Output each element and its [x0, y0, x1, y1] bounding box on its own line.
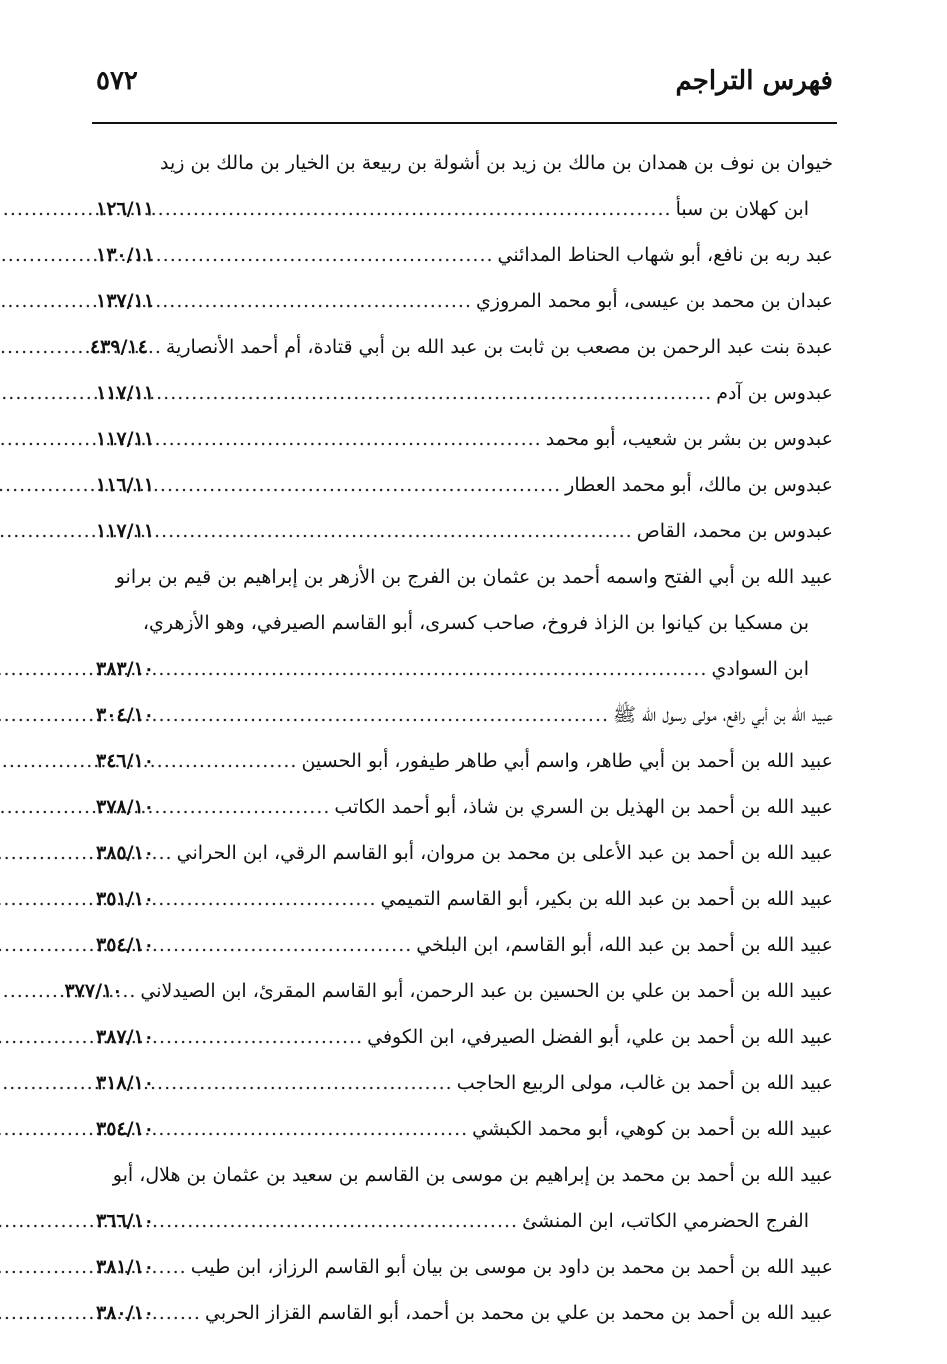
- entry-text: عبيد الله بن أحمد بن علي، أبو الفضل الصيرفي، ابن الكوفي: [367, 1026, 833, 1048]
- volume-page-reference: ٣٧٧/١٠: [64, 980, 123, 1002]
- dot-leader: [158, 738, 298, 784]
- entry-line: [96, 692, 833, 738]
- entry-text: عبدوس بن مالك، أبو محمد العطار: [565, 474, 833, 496]
- volume-page-reference: ٣٠٤/١٠: [96, 704, 154, 726]
- index-entry: [96, 1244, 833, 1290]
- entry-text: بن مسكيا بن كيانوا بن الزاذ فروخ، صاحب كسرى، أبو القاسم الصيرفي، وهو الأزهري،: [142, 612, 809, 634]
- index-entry: [96, 1106, 833, 1152]
- dot-leader: [158, 462, 561, 508]
- volume-page-reference: ٣٤٦/١٠: [96, 750, 154, 772]
- volume-page-reference: ٣٨٠/١٠: [96, 1302, 154, 1324]
- volume-page-reference: ١١٦/١١: [96, 474, 154, 496]
- volume-page-reference: ٣٦٦/١٠: [96, 1210, 154, 1232]
- entry-line: [96, 416, 833, 462]
- dot-leader: [158, 830, 173, 876]
- dot-leader: [158, 692, 609, 738]
- index-entry: [96, 784, 833, 830]
- entry-line: [96, 462, 833, 508]
- index-entry: [96, 232, 833, 278]
- index-entry: [96, 1152, 833, 1244]
- entry-text: عبيد الله بن أحمد بن علي بن الحسين بن عبد الرحمن، أبو القاسم المقرئ، ابن الصيدلاني: [140, 980, 833, 1002]
- page-number: ٥٧٢: [96, 66, 138, 96]
- dot-leader: [158, 1244, 187, 1290]
- biography-index: [64, 140, 833, 1336]
- index-entry: [96, 738, 833, 784]
- dot-leader: [158, 646, 708, 692]
- volume-page-reference: ١٣٧/١١: [96, 290, 154, 312]
- volume-page-reference: ٣٨٧/١٠: [96, 1026, 154, 1048]
- entry-line: [96, 646, 833, 692]
- page-title: فهرس التراجم: [675, 66, 833, 96]
- index-entry: [96, 1290, 833, 1336]
- index-entry: [96, 416, 833, 462]
- volume-page-reference: ٣٨٥/١٠: [96, 842, 154, 864]
- entry-text: عبدوس بن محمد، القاص: [636, 520, 833, 542]
- index-entry: [96, 922, 833, 968]
- entry-line: [96, 1244, 833, 1290]
- entry-line: [96, 1290, 833, 1336]
- index-entry: [96, 140, 833, 232]
- entry-line: [96, 508, 833, 554]
- volume-page-reference: ٣٧٨/١٠: [96, 796, 154, 818]
- entry-text: عبيد الله بن أحمد بن عبد الله، أبو القاسم، ابن البلخي: [416, 934, 833, 956]
- dot-leader: [158, 1014, 363, 1060]
- volume-page-reference: ١١٧/١١: [96, 428, 154, 450]
- volume-page-reference: ٣١٨/١٠: [96, 1072, 154, 1094]
- entry-text: عبيد الله بن أحمد بن كوهي، أبو محمد الكبشي: [472, 1118, 833, 1140]
- dot-leader: [152, 324, 162, 370]
- entry-line: [89, 324, 833, 370]
- dot-leader: [158, 508, 633, 554]
- volume-page-reference: ٣٥٤/١٠: [96, 934, 154, 956]
- dot-leader: [158, 1106, 468, 1152]
- volume-page-reference: ١٢٦/١١: [96, 198, 154, 220]
- entry-text: عبدوس بن آدم: [716, 382, 833, 404]
- header-rule: [92, 122, 837, 124]
- index-entry: [96, 1014, 833, 1060]
- dot-leader: [158, 232, 494, 278]
- entry-text: عبيد الله بن أحمد بن أبي طاهر، واسم أبي طاهر طيفور، أبو الحسين: [301, 750, 833, 772]
- entry-line: [96, 922, 833, 968]
- entry-line: [96, 554, 833, 600]
- volume-page-reference: ١٣٠/١١: [96, 244, 154, 266]
- entry-text: الفرج الحضرمي الكاتب، ابن المنشئ: [522, 1210, 809, 1232]
- index-entry: [96, 508, 833, 554]
- dot-leader: [158, 1290, 201, 1336]
- entry-text: عبدوس بن بشر بن شعيب، أبو محمد: [545, 428, 833, 450]
- entry-text: عبيد الله بن أحمد بن الهذيل بن السري بن شاذ، أبو أحمد الكاتب: [334, 796, 833, 818]
- index-entry: [96, 370, 833, 416]
- index-entry: [96, 462, 833, 508]
- dot-leader: [158, 784, 330, 830]
- entry-line: [96, 370, 833, 416]
- entry-text: عبيد الله بن أحمد بن محمد بن إبراهيم بن موسى بن القاسم بن سعيد بن عثمان بن هلال، أبو: [112, 1164, 833, 1186]
- index-entry: [96, 692, 833, 738]
- dot-leader: [158, 370, 712, 416]
- entry-text: خيوان بن نوف بن همدان بن مالك بن زيد بن أشولة بن ربيعة بن الخيار بن مالك بن زيد: [160, 152, 833, 174]
- index-entry: [96, 278, 833, 324]
- dot-leader: [158, 922, 412, 968]
- index-entry: [96, 876, 833, 922]
- entry-text: عبيد الله بن أحمد بن محمد بن داود بن موسى بن بيان أبو القاسم الرزاز، ابن طيب: [190, 1256, 833, 1278]
- entry-text: ابن السوادي: [711, 658, 809, 680]
- dot-leader: [158, 876, 377, 922]
- entry-line: [96, 1198, 833, 1244]
- entry-line: [96, 140, 833, 186]
- dot-leader: [126, 968, 136, 1014]
- entry-text: عبيد الله بن أحمد بن عبد الله بن بكير، أبو القاسم التميمي: [380, 888, 833, 910]
- index-entry: [64, 968, 833, 1014]
- entry-text: عبيد الله بن أبي رافع، مولى رسول الله ﷺ: [613, 704, 833, 726]
- entry-text: ابن كهلان بن سبأ: [675, 198, 809, 220]
- entry-line: [96, 738, 833, 784]
- entry-text: عبيد الله بن أبي الفتح واسمه أحمد بن عثمان بن الفرج بن الأزهر بن إبراهيم بن قيم بن برانو: [115, 566, 833, 588]
- entry-line: [96, 232, 833, 278]
- dot-leader: [158, 1198, 518, 1244]
- dot-leader: [158, 186, 672, 232]
- dot-leader: [158, 416, 542, 462]
- volume-page-reference: ١١٧/١١: [96, 520, 154, 542]
- entry-text: عبيد الله بن أحمد بن غالب، مولى الربيع الحاجب: [456, 1072, 833, 1094]
- dot-leader: [158, 1060, 453, 1106]
- entry-line: [96, 186, 833, 232]
- entry-line: [96, 1014, 833, 1060]
- entry-text: عبد ربه بن نافع، أبو شهاب الحناط المدائني: [497, 244, 833, 266]
- index-entry: [96, 830, 833, 876]
- entry-line: [96, 830, 833, 876]
- entry-line: [96, 600, 833, 646]
- entry-text: عبيد الله بن أحمد بن محمد بن علي بن محمد بن أحمد، أبو القاسم القزاز الحربي: [204, 1302, 833, 1324]
- entry-line: [96, 784, 833, 830]
- entry-line: [96, 1106, 833, 1152]
- dot-leader: [158, 278, 472, 324]
- entry-text: عبدة بنت عبد الرحمن بن مصعب بن ثابت بن عبد الله بن أبي قتادة، أم أحمد الأنصارية: [165, 336, 833, 358]
- entry-line: [96, 1060, 833, 1106]
- entry-line: [96, 278, 833, 324]
- entry-line: [96, 1152, 833, 1198]
- entry-line: [64, 968, 833, 1014]
- index-entry: [96, 1060, 833, 1106]
- volume-page-reference: ٣٥١/١٠: [96, 888, 154, 910]
- volume-page-reference: ٣٨٣/١٠: [96, 658, 154, 680]
- volume-page-reference: ٤٣٩/١٤: [89, 336, 148, 358]
- entry-line: [96, 876, 833, 922]
- volume-page-reference: ١١٧/١١: [96, 382, 154, 404]
- volume-page-reference: ٣٨١/١٠: [96, 1256, 154, 1278]
- index-entry: [89, 324, 833, 370]
- entry-text: عبدان بن محمد بن عيسى، أبو محمد المروزي: [476, 290, 833, 312]
- index-entry: [96, 554, 833, 692]
- volume-page-reference: ٣٥٤/١٠: [96, 1118, 154, 1140]
- entry-text: عبيد الله بن أحمد بن عبد الأعلى بن محمد بن مروان، أبو القاسم الرقي، ابن الحراني: [176, 842, 833, 864]
